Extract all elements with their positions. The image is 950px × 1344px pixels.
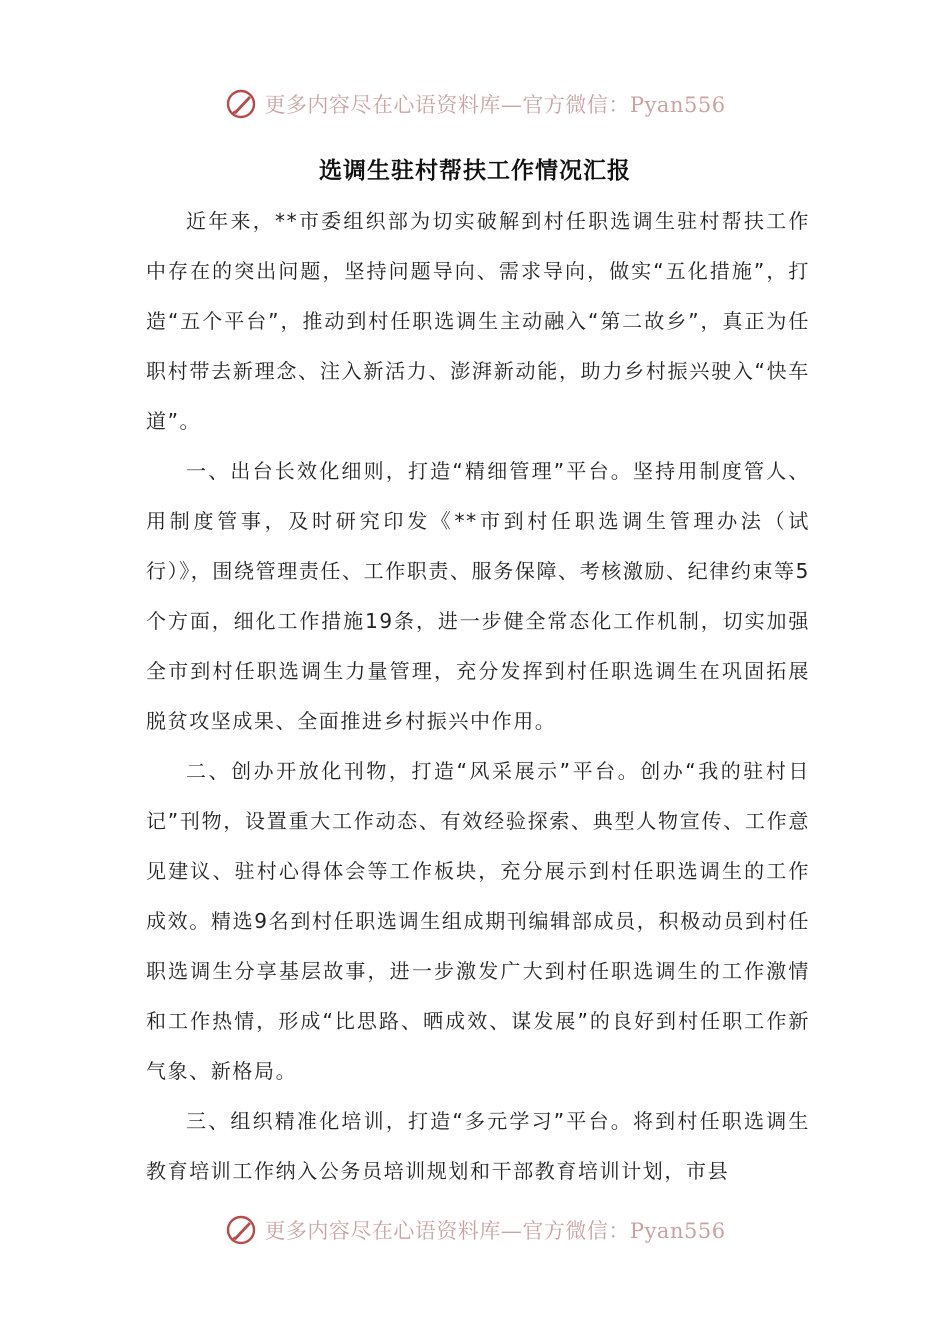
paragraph-section-1: 一、出台长效化细则，打造“精细管理”平台。坚持用制度管人、用制度管事，及时研究印发《**市到村任职选调生管理办法（试行）》，围绕管理责任、工作职责、服务保障、考核激励、纪律约束等5个方面，细化工作措施19条，进一步健全常态化工作机制，切实加强全市到村任职选调生力量管理，充分发挥到村任职选调生在巩固拓展脱贫攻坚成果、全面推进乡村振兴中作用。: [146, 459, 810, 733]
quill-logo-icon: [224, 87, 258, 121]
watermark-text: 更多内容尽在心语资料库—官方微信：Pyan556: [264, 1219, 726, 1243]
header-watermark: [0, 82, 950, 126]
footer-watermark: [0, 1208, 950, 1252]
watermark-text: 更多内容尽在心语资料库—官方微信：Pyan556: [264, 93, 726, 117]
paragraph-section-3: 三、组织精准化培训，打造“多元学习”平台。将到村任职选调生教育培训工作纳入公务员培训规划和干部教育培训计划，市县: [146, 1109, 810, 1183]
paragraph-section-2: 二、创办开放化刊物，打造“风采展示”平台。创办“我的驻村日记”刊物，设置重大工作动态、有效经验探索、典型人物宣传、工作意见建议、驻村心得体会等工作板块，充分展示到村任职选调生的工作成效。精选9名到村任职选调生组成期刊编辑部成员，积极动员到村任职选调生分享基层故事，进一步激发广大到村任职选调生的工作激情和工作热情，形成“比思路、晒成效、谋发展”的良好到村任职工作新气象、新格局。: [146, 759, 810, 1083]
paragraph-intro: 近年来，**市委组织部为切实破解到村任职选调生驻村帮扶工作中存在的突出问题，坚持问题导向、需求导向，做实“五化措施”，打造“五个平台”，推动到村任职选调生主动融入“第二故乡”，真正为任职村带去新理念、注入新活力、澎湃新动能，助力乡村振兴驶入“快车道”。: [146, 209, 810, 433]
document-title: 选调生驻村帮扶工作情况汇报: [319, 158, 631, 184]
document-body: [146, 196, 810, 1196]
quill-logo-icon: [224, 1213, 258, 1247]
